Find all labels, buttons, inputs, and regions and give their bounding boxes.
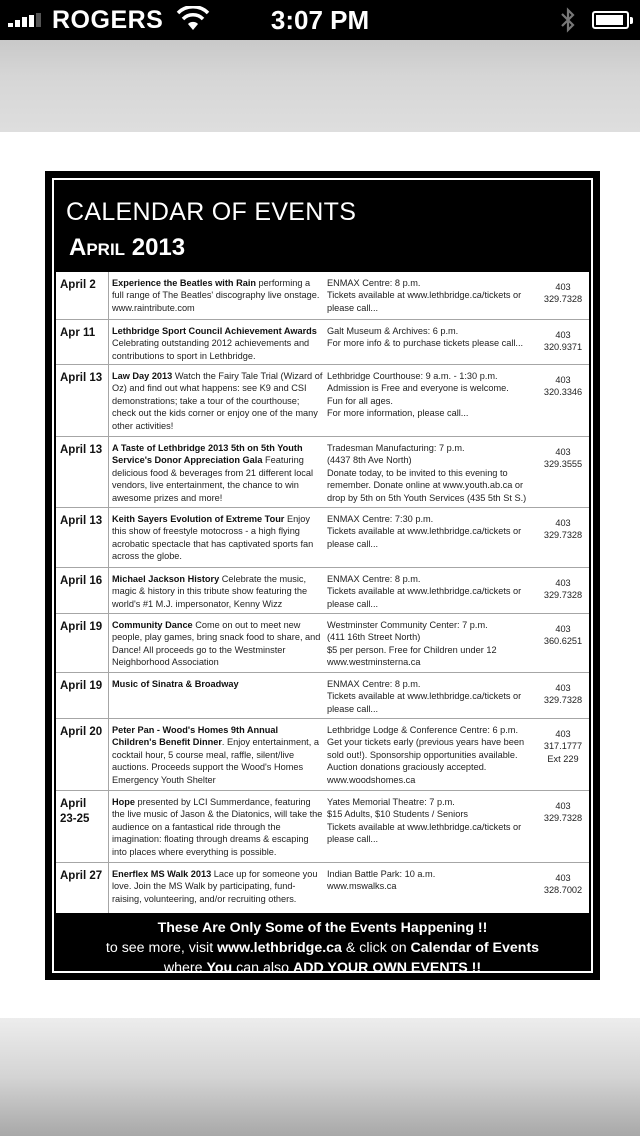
- poster-title: CALENDAR OF EVENTS: [66, 198, 357, 226]
- event-venue: ENMAX Centre: 8 p.m. Tickets available at www.lethbridge.ca/tickets or please call...: [327, 679, 522, 714]
- poster-subtitle: April 2013: [69, 234, 186, 261]
- bottom-toolbar: [0, 1018, 640, 1136]
- event-venue: Westminster Community Center: 7 p.m. (411 16th Street North) $5 per person. Free for Children under 12 www.westminsterna.ca: [327, 620, 497, 668]
- event-description: [112, 678, 324, 690]
- event-phone: 403 329.7328: [543, 683, 583, 706]
- event-phone: 403 329.3555: [543, 447, 583, 470]
- event-phone: 403 317.1777 Ext 229: [543, 729, 583, 764]
- footer-line-3: [54, 958, 591, 978]
- event-phone: 403 360.6251: [543, 624, 583, 647]
- event-date: April 19: [56, 673, 109, 718]
- table-row: [56, 272, 589, 320]
- event-title: Peter Pan - Wood's Homes 9th Annual Children's Benefit Dinner: [112, 725, 279, 748]
- event-details: Featuring delicious food & beverages from 21 different local vendors, live entertainment, the chance to win awesome prizes and more!: [112, 455, 314, 503]
- footer-website: www.lethbridge.ca: [217, 940, 342, 956]
- event-date: April 23-25: [56, 791, 109, 862]
- events-table: [56, 272, 589, 913]
- event-phone: 403 329.7328: [543, 801, 583, 824]
- carrier-name: ROGERS: [52, 6, 164, 34]
- event-title: Michael Jackson History: [112, 574, 220, 584]
- footer-emphasis: ADD YOUR OWN EVENTS !!: [292, 960, 482, 976]
- event-details: presented by LCI Summerdance, featuring the live music of Jason & the Diatonics, will take the audience on a fantastical ride through the imagination: floating through dreams & escaping into places where everything is possible.: [112, 797, 323, 857]
- top-toolbar: [0, 40, 640, 132]
- footer-calendar-link-text: Calendar of Events: [410, 940, 540, 956]
- event-details: Celebrate the music, magic & history in this tribute show featuring the world's #1 M.J. impersonator, Kenny Wizz: [112, 574, 308, 609]
- table-row: [56, 791, 589, 863]
- event-description: [112, 325, 324, 362]
- event-date: April 13: [56, 365, 109, 436]
- footer-text: can also: [232, 960, 293, 976]
- event-date: April 2: [56, 272, 109, 319]
- event-venue: Galt Museum & Archives: 6 p.m. For more info & to purchase tickets please call...: [327, 326, 524, 349]
- event-details: Lace up for someone you love. Join the MS Walk by participating, fund-raising, volunteering, and/or recruiting others.: [112, 869, 318, 904]
- event-phone: 403 320.3346: [543, 375, 583, 398]
- table-row: [56, 673, 589, 719]
- table-row: [56, 568, 589, 614]
- bluetooth-icon: [558, 6, 578, 34]
- event-title: Experience the Beatles with Rain: [112, 278, 256, 288]
- calendar-poster-image: [45, 171, 600, 980]
- status-time: 3:07 PM: [270, 5, 370, 35]
- event-description: [112, 573, 324, 610]
- table-row: [56, 508, 589, 568]
- event-title: Community Dance: [112, 620, 193, 630]
- event-details: Celebrating outstanding 2012 achievements and contributions to sport in Lethbridge.: [112, 338, 310, 361]
- battery-icon: [592, 11, 629, 29]
- event-title: Hope: [112, 797, 135, 807]
- event-description: [112, 277, 324, 314]
- table-row: [56, 719, 589, 791]
- footer-text: where: [163, 960, 207, 976]
- event-details: . Enjoy entertainment, a cocktail hour, 5 course meal, raffle, silent/live auctions. Proceeds support the Wood's Homes Emergency Youth Shelter: [112, 737, 319, 785]
- event-title: Music of Sinatra & Broadway: [112, 679, 239, 689]
- event-description: [112, 442, 324, 504]
- table-row: [56, 365, 589, 437]
- event-title: Law Day 2013: [112, 371, 173, 381]
- event-description: [112, 868, 324, 905]
- event-description: [112, 370, 324, 432]
- footer-emphasis: You: [206, 960, 233, 976]
- event-phone: 403 328.7002: [543, 873, 583, 896]
- event-details: Watch the Fairy Tale Trial (Wizard of Oz) and find out what happens: see K9 and CSI demonstrations; take a tour of the courthouse; check out the kids corner or enjoy one of the many other activities!: [112, 371, 323, 431]
- table-row: [56, 614, 589, 673]
- event-venue: Indian Battle Park: 10 a.m. www.mswalks.ca: [327, 869, 436, 892]
- event-date: April 20: [56, 719, 109, 790]
- event-description: [112, 513, 324, 563]
- wifi-icon: [176, 6, 210, 32]
- event-description: [112, 619, 324, 669]
- event-phone: 403 329.7328: [543, 282, 583, 305]
- poster-frame: [52, 178, 593, 976]
- footer-text: & click on: [341, 940, 411, 956]
- status-bar: [0, 0, 640, 40]
- footer-text: to see more, visit: [105, 940, 218, 956]
- poster-header: [54, 180, 591, 272]
- poster-footer: [54, 914, 591, 976]
- table-row: [56, 863, 589, 913]
- event-date: April 19: [56, 614, 109, 672]
- event-details: performing a full range of The Beatles' discography live onstage. www.raintribute.com: [112, 278, 320, 313]
- event-title: A Taste of Lethbridge 2013 5th on 5th Youth Service's Donor Appreciation Gala: [112, 443, 303, 466]
- event-title: Keith Sayers Evolution of Extreme Tour: [112, 514, 285, 524]
- signal-strength-icon: [8, 13, 41, 27]
- event-date: Apr 11: [56, 320, 109, 364]
- event-date: April 27: [56, 863, 109, 913]
- table-row: [56, 320, 589, 365]
- event-venue: ENMAX Centre: 8 p.m. Tickets available at www.lethbridge.ca/tickets or please call...: [327, 574, 522, 609]
- event-venue: Yates Memorial Theatre: 7 p.m. $15 Adults, $10 Students / Seniors Tickets available at www.lethbridge.ca/tickets or please call...: [327, 797, 522, 845]
- table-row: [56, 437, 589, 508]
- event-date: April 13: [56, 437, 109, 507]
- event-phone: 403 329.7328: [543, 578, 583, 601]
- event-venue: Lethbridge Lodge & Conference Centre: 6 p.m. Get your tickets early (previous years have been sold out!). Sponsorship opportunities available. Auction donations graciously accepted. www.woodshomes.ca: [327, 725, 525, 785]
- event-venue: Tradesman Manufacturing: 7 p.m. (4437 8th Ave North) Donate today, to be invited to this evening to remember. Donate online at www.youth.ab.ca or drop by 5th on 5th Youth Services (435 5th St S.): [327, 443, 527, 503]
- footer-headline: These Are Only Some of the Events Happening !!: [157, 920, 488, 936]
- event-phone: 403 320.9371: [543, 330, 583, 353]
- event-title: Enerflex MS Walk 2013: [112, 869, 212, 879]
- event-description: [112, 796, 324, 858]
- event-details: Come on out to meet new people, play games, bring snack food to share, and Dance! All proceeds go to the Westminster Neighborhood Association: [112, 620, 321, 668]
- event-title: Lethbridge Sport Council Achievement Awards: [112, 326, 317, 336]
- event-venue: ENMAX Centre: 8 p.m. Tickets available at www.lethbridge.ca/tickets or please call...: [327, 278, 522, 313]
- event-date: April 16: [56, 568, 109, 613]
- event-date: April 13: [56, 508, 109, 567]
- footer-line-2: [54, 938, 591, 958]
- event-venue: Lethbridge Courthouse: 9 a.m. - 1:30 p.m. Admission is Free and everyone is welcome. Fun for all ages. For more information, please call...: [327, 371, 509, 419]
- event-description: [112, 724, 324, 786]
- event-details: Enjoy this show of freestyle motocross - a high flying acrobatic spectacle that has captivated sports fan across the globe.: [112, 514, 314, 562]
- event-phone: 403 329.7328: [543, 518, 583, 541]
- event-venue: ENMAX Centre: 7:30 p.m. Tickets available at www.lethbridge.ca/tickets or please call...: [327, 514, 522, 549]
